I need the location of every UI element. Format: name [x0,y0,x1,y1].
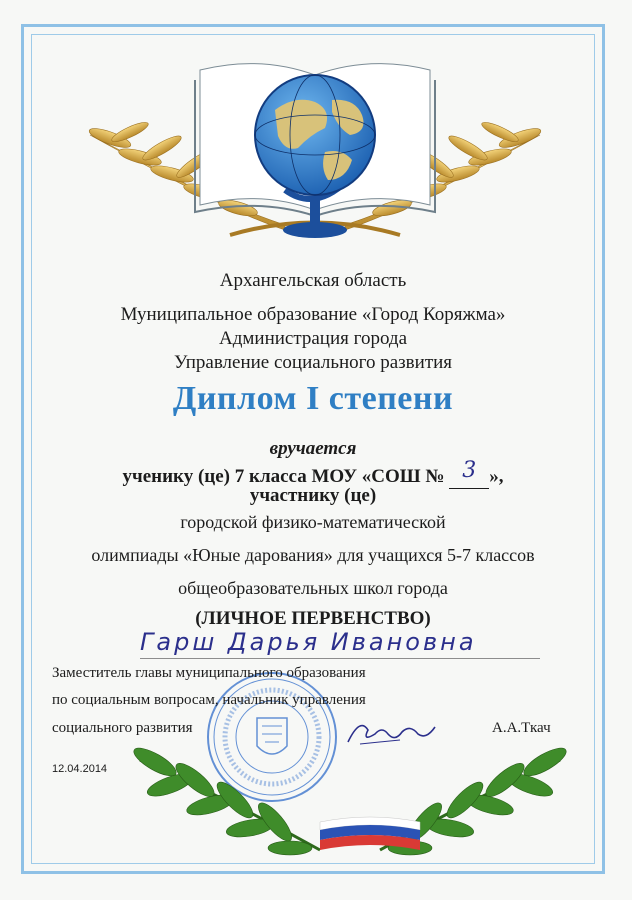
globe-icon [255,75,375,195]
student-class-prefix: ученику (це) 7 класса МОУ «СОШ № [122,466,445,487]
administration-label: Администрация города [218,328,407,349]
issue-date: 12.04.2014 [52,763,108,775]
student-class-suffix: », [489,466,504,487]
diploma-title: Диплом I степени [172,380,454,417]
participant-label: участнику (це) [249,485,377,506]
globe-book-laurel-emblem [70,40,560,255]
russian-tricolor-ribbon [315,812,425,857]
recipient-name-handwritten: Гарш Дарья Ивановна [140,628,477,656]
signatory-position-line-2: по социальным вопросам, начальник управления [52,692,366,708]
signatory-position-line-1: Заместитель главы муниципального образования [52,665,366,681]
municipality-label: Муниципальное образование «Город Коряжма» [120,304,506,325]
signatory-position-line-3: социального развития [52,720,193,736]
awarded-label: вручается [269,438,357,459]
signatory-name: А.А.Ткач [492,720,551,736]
event-line-2: олимпиады «Юные дарования» для учащихся 5-7 классов [91,545,535,565]
event-line-1: городской физико-математической [180,512,446,532]
name-underline [140,658,540,659]
school-number-handwritten: 3 [462,458,477,483]
event-line-3: общеобразовательных школ города [178,578,448,598]
department-label: Управление социального развития [173,352,453,373]
region-label: Архангельская область [219,270,407,291]
category-label: (ЛИЧНОЕ ПЕРВЕНСТВО) [195,608,431,629]
